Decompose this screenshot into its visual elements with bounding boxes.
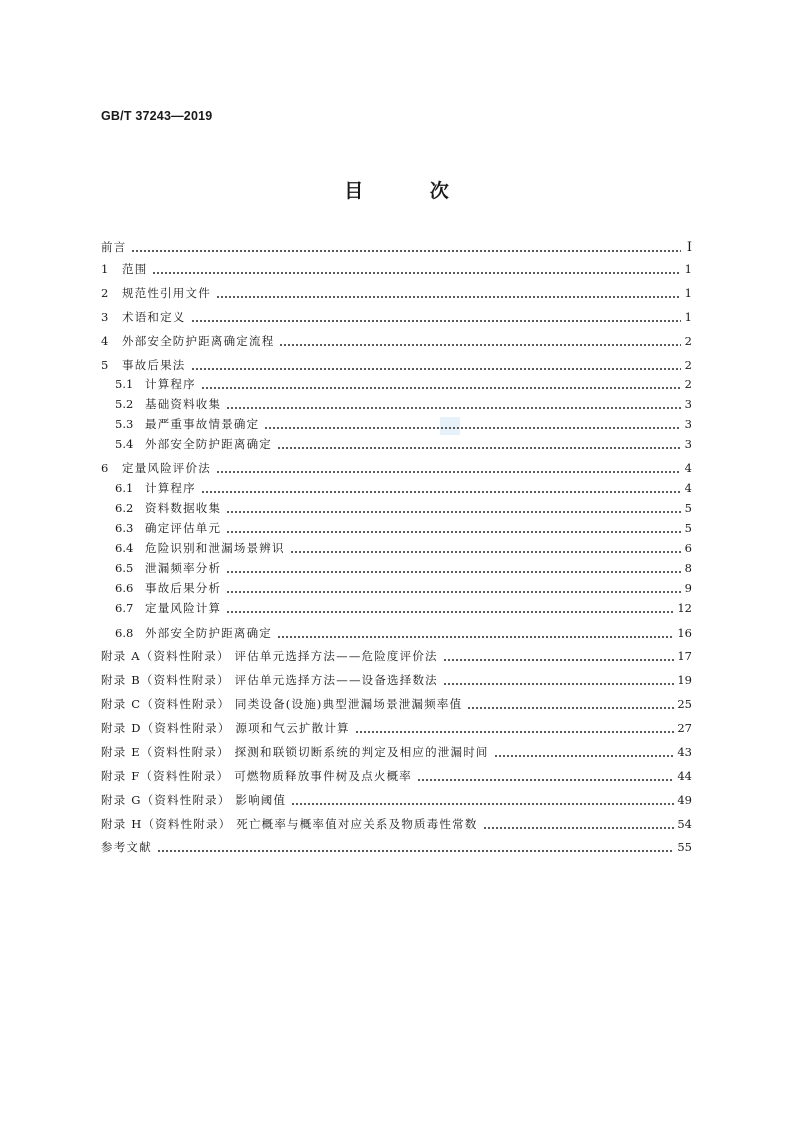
toc-entry-page: 1 (684, 286, 692, 300)
toc-leader-dots (216, 471, 681, 473)
toc-entry-number: 5.1 (115, 377, 134, 391)
toc-entry-title: 基础资料收集 (145, 397, 222, 411)
toc-entry-number: 5.3 (115, 417, 134, 431)
toc-entry-page: 4 (684, 461, 692, 475)
toc-leader-dots (443, 659, 675, 661)
toc-entry[interactable] (101, 839, 692, 856)
toc-entry-title: 附录 A（资料性附录） 评估单元选择方法——危险度评价法 (101, 649, 438, 663)
toc-entry-title: 附录 F（资料性附录） 可燃物质释放事件树及点火概率 (101, 769, 412, 783)
toc-leader-dots (226, 571, 681, 573)
toc-entry[interactable] (115, 625, 692, 642)
toc-entry-title: 定量风险计算 (145, 601, 222, 615)
toc-entry-page: 1 (684, 310, 692, 324)
toc-leader-dots (191, 320, 682, 322)
toc-leader-dots (216, 296, 681, 298)
toc-leader-dots (277, 636, 674, 638)
toc-entry[interactable] (115, 520, 692, 537)
toc-entry-number: 3 (101, 310, 109, 324)
toc-entry[interactable] (115, 540, 692, 557)
toc-entry[interactable] (115, 436, 692, 453)
toc-entry[interactable] (115, 480, 692, 497)
toc-leader-dots (201, 491, 681, 493)
toc-entry-title: 前言 (101, 240, 127, 254)
toc-entry-page: 2 (684, 377, 692, 391)
toc-entry-page: 3 (684, 417, 692, 431)
toc-entry-title: 附录 B（资料性附录） 评估单元选择方法——设备选择数法 (101, 673, 438, 687)
toc-entry[interactable] (101, 672, 692, 689)
toc-entry-page: 5 (684, 501, 692, 515)
toc-entry-number: 1 (101, 262, 109, 276)
toc-entry-title: 参考文献 (101, 840, 152, 854)
toc-leader-dots (152, 272, 681, 274)
toc-entry[interactable] (101, 720, 692, 737)
toc-leader-dots (483, 827, 675, 829)
toc-entry[interactable] (101, 648, 692, 665)
toc-entry-page: I (686, 240, 692, 255)
toc-entry[interactable] (115, 500, 692, 517)
toc-entry[interactable] (115, 560, 692, 577)
toc-entry-title: 附录 C（资料性附录） 同类设备(设施)典型泄漏场景泄漏频率值 (101, 697, 463, 711)
toc-entry-page: 3 (684, 397, 692, 411)
toc-entry[interactable] (101, 261, 692, 278)
toc-entry-page: 16 (677, 626, 692, 640)
toc-entry-title: 泄漏频率分析 (145, 561, 222, 575)
toc-entry-title: 危险识别和泄漏场景辨识 (145, 541, 285, 555)
toc-entry-page: 1 (684, 262, 692, 276)
toc-entry-number: 6 (101, 461, 109, 475)
toc-entry-title: 外部安全防护距离确定流程 (122, 334, 275, 348)
toc-entry-number: 6.3 (115, 521, 134, 535)
toc-entry-number: 6.8 (115, 626, 134, 640)
toc-entry-title: 规范性引用文件 (122, 286, 211, 300)
toc-entry[interactable] (101, 309, 692, 326)
toc-leader-dots (264, 427, 681, 429)
toc-entry-page: 54 (677, 817, 692, 831)
toc-entry[interactable] (101, 357, 692, 374)
toc-entry-title: 事故后果分析 (145, 581, 222, 595)
toc-leader-dots (494, 755, 675, 757)
toc-entry-number: 6.1 (115, 481, 134, 495)
toc-leader-dots (191, 368, 682, 370)
toc-leader-dots (417, 779, 674, 781)
toc-entry[interactable] (101, 816, 692, 833)
toc-entry-number: 6.6 (115, 581, 134, 595)
toc-leader-dots (290, 551, 681, 553)
toc-entry-title: 计算程序 (145, 377, 196, 391)
toc-entry[interactable] (101, 696, 692, 713)
toc-entry-page: 6 (684, 541, 692, 555)
toc-entry-page: 2 (684, 334, 692, 348)
toc-leader-dots (291, 803, 674, 805)
toc-entry[interactable] (101, 333, 692, 350)
document-code: GB/T 37243—2019 (101, 109, 213, 123)
toc-entry-page: 27 (677, 721, 692, 735)
toc-leader-dots (131, 250, 681, 252)
toc-entry-number: 6.2 (115, 501, 134, 515)
toc-entry-number: 5.4 (115, 437, 134, 451)
toc-entry-title: 外部安全防护距离确定 (145, 437, 272, 451)
toc-entry-page: 55 (677, 840, 692, 854)
toc-entry-page: 2 (684, 358, 692, 372)
toc-entry-number: 5.2 (115, 397, 134, 411)
toc-entry-title: 附录 G（资料性附录） 影响阈值 (101, 793, 287, 807)
toc-entry-title: 最严重事故情景确定 (145, 417, 260, 431)
toc-entry-number: 6.4 (115, 541, 134, 555)
toc-entry[interactable] (115, 600, 692, 617)
toc-entry-page: 8 (684, 561, 692, 575)
toc-entry-title: 附录 E（资料性附录） 探测和联锁切断系统的判定及相应的泄漏时间 (101, 745, 489, 759)
toc-entry[interactable] (115, 416, 692, 433)
toc-entry-title: 定量风险评价法 (122, 461, 211, 475)
toc-entry-title: 附录 H（资料性附录） 死亡概率与概率值对应关系及物质毒性常数 (101, 817, 478, 831)
toc-entry-page: 25 (677, 697, 692, 711)
toc-title: 目 次 (344, 180, 479, 202)
toc-entry-title: 术语和定义 (122, 310, 186, 324)
toc-entry-number: 6.7 (115, 601, 134, 615)
toc-leader-dots (355, 731, 675, 733)
toc-leader-dots (279, 344, 681, 346)
toc-entry[interactable] (101, 744, 692, 761)
toc-entry-title: 范围 (122, 262, 148, 276)
toc-leader-dots (201, 387, 681, 389)
toc-entry-page: 43 (677, 745, 692, 759)
toc-entry-title: 确定评估单元 (145, 521, 222, 535)
toc-entry-number: 4 (101, 334, 109, 348)
toc-entry-number: 6.5 (115, 561, 134, 575)
toc-leader-dots (467, 707, 674, 709)
toc-entry-page: 9 (684, 581, 692, 595)
toc-entry[interactable] (101, 768, 692, 785)
toc-entry-page: 4 (684, 481, 692, 495)
toc-entry-page: 12 (677, 601, 692, 615)
toc-entry-page: 3 (684, 437, 692, 451)
toc-leader-dots (226, 591, 681, 593)
toc-entry-title: 事故后果法 (122, 358, 186, 372)
toc-entry[interactable] (101, 285, 692, 302)
toc-entry[interactable] (115, 580, 692, 597)
toc-entry-number: 2 (101, 286, 109, 300)
toc-entry-number: 5 (101, 358, 109, 372)
toc-leader-dots (226, 531, 681, 533)
toc-entry-page: 5 (684, 521, 692, 535)
toc-entry[interactable] (101, 792, 692, 809)
toc-entry-page: 17 (677, 649, 692, 663)
toc-entry-title: 计算程序 (145, 481, 196, 495)
toc-leader-dots (443, 683, 675, 685)
toc-leader-dots (226, 611, 674, 613)
toc-leader-dots (226, 511, 681, 513)
toc-entry-title: 资料数据收集 (145, 501, 222, 515)
toc-entry[interactable] (115, 396, 692, 413)
toc-leader-dots (226, 407, 681, 409)
toc-entry-title: 附录 D（资料性附录） 源项和气云扩散计算 (101, 721, 350, 735)
toc-entry-page: 49 (677, 793, 692, 807)
toc-leader-dots (157, 850, 675, 852)
toc-entry-page: 19 (677, 673, 692, 687)
toc-entry[interactable] (115, 376, 692, 393)
toc-entry[interactable] (101, 460, 692, 477)
toc-entry-page: 44 (677, 769, 692, 783)
table-of-contents (101, 0, 692, 1122)
toc-leader-dots (277, 447, 681, 449)
toc-entry-title: 外部安全防护距离确定 (145, 626, 272, 640)
toc-entry[interactable] (101, 239, 692, 256)
